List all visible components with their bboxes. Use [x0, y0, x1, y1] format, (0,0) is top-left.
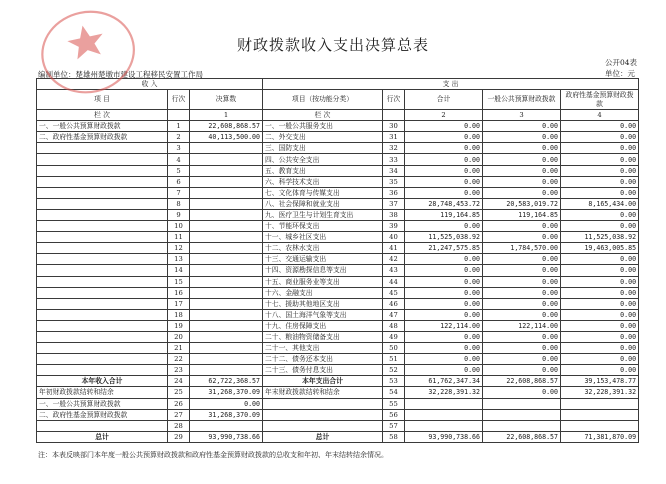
income-item-cell: [37, 154, 168, 165]
col-3-label: 3: [483, 110, 561, 121]
fund-budget-cell: 0.00: [561, 298, 639, 309]
report-table: [36, 78, 639, 443]
total-cell: 28,748,453.72: [405, 198, 483, 209]
fund-budget-cell: [561, 398, 639, 409]
expense-item-cell: 十、节能环保支出: [263, 221, 383, 232]
general-budget-cell: [483, 409, 561, 420]
expense-line-cell: 41: [383, 243, 405, 254]
total-cell: 0.00: [405, 343, 483, 354]
expense-item-cell: 总计: [263, 431, 383, 442]
income-amount-cell: [190, 221, 263, 232]
income-item-cell: [37, 143, 168, 154]
income-item-cell: [37, 298, 168, 309]
expense-line-cell: 49: [383, 331, 405, 342]
table-row: [37, 431, 639, 442]
table-row: [37, 387, 639, 398]
expense-item-cell: 十三、交通运输支出: [263, 254, 383, 265]
expense-line-cell: 51: [383, 354, 405, 365]
fund-budget-cell: 0.00: [561, 276, 639, 287]
table-row: [37, 331, 639, 342]
expense-line-cell: 43: [383, 265, 405, 276]
income-amount-cell: 31,268,370.09: [190, 387, 263, 398]
table-row: [37, 143, 639, 154]
expense-line-cell: 53: [383, 376, 405, 387]
expense-item-cell: 六、科学技术支出: [263, 176, 383, 187]
expense-line-cell: 54: [383, 387, 405, 398]
expense-line-cell: 31: [383, 132, 405, 143]
income-item-cell: 总计: [37, 431, 168, 442]
expense-item-cell: 二、外交支出: [263, 132, 383, 143]
total-cell: 0.00: [405, 265, 483, 276]
expense-line-cell: 47: [383, 309, 405, 320]
income-line-cell: 1: [168, 121, 190, 132]
expense-line-cell: 52: [383, 365, 405, 376]
expense-item-cell: 一、一般公共服务支出: [263, 121, 383, 132]
fund-budget-cell: 19,463,005.85: [561, 243, 639, 254]
income-amount-cell: [190, 232, 263, 243]
general-budget-cell: 22,608,868.57: [483, 376, 561, 387]
income-amount-cell: [190, 254, 263, 265]
income-line-cell: 6: [168, 176, 190, 187]
general-budget-cell: 0.00: [483, 254, 561, 265]
expense-line-cell: 42: [383, 254, 405, 265]
income-amount-cell: [190, 343, 263, 354]
income-amount-cell: 93,990,738.66: [190, 431, 263, 442]
income-line-cell: 25: [168, 387, 190, 398]
table-row: [37, 232, 639, 243]
general-budget-cell: [483, 398, 561, 409]
fund-budget-cell: 0.00: [561, 143, 639, 154]
general-budget-cell: 20,583,019.72: [483, 198, 561, 209]
income-item-cell: [37, 176, 168, 187]
total-cell: 0.00: [405, 354, 483, 365]
footnote: 注：本表反映部门本年度一般公共预算财政拨款和政府性基金预算财政拨款的总收支和年初、年末结转结余情况。: [38, 451, 388, 459]
total-cell: 0.00: [405, 143, 483, 154]
income-amount-cell: [190, 354, 263, 365]
total-cell: 0.00: [405, 254, 483, 265]
fund-budget-cell: 39,153,478.77: [561, 376, 639, 387]
table-row: [37, 154, 639, 165]
income-item-cell: [37, 276, 168, 287]
general-budget-cell: 0.00: [483, 298, 561, 309]
report-title: 财政拨款收入支出决算总表: [236, 36, 429, 54]
income-amount-cell: [190, 187, 263, 198]
table-row: [37, 221, 639, 232]
general-budget-header: 一般公共预算财政拨款: [483, 90, 561, 110]
expense-line-cell: 50: [383, 343, 405, 354]
income-line-cell: 10: [168, 221, 190, 232]
expense-item-cell: 十四、资源勘探信息等支出: [263, 265, 383, 276]
income-item-cell: [37, 165, 168, 176]
income-item-cell: [37, 254, 168, 265]
table-row: [37, 420, 639, 431]
fund-budget-cell: 0.00: [561, 154, 639, 165]
income-item-cell: [37, 354, 168, 365]
income-amount-cell: [190, 287, 263, 298]
expense-item-cell: 二十三、债务付息支出: [263, 365, 383, 376]
total-cell: 0.00: [405, 221, 483, 232]
fund-budget-cell: 71,381,870.09: [561, 431, 639, 442]
income-amount-cell: [190, 298, 263, 309]
table-row: [37, 254, 639, 265]
general-budget-cell: 22,608,868.57: [483, 431, 561, 442]
fund-budget-cell: 11,525,038.92: [561, 232, 639, 243]
table-row: [37, 376, 639, 387]
table-row: [37, 187, 639, 198]
table-row: [37, 365, 639, 376]
table-row: [37, 243, 639, 254]
total-cell: 93,990,738.66: [405, 431, 483, 442]
income-line-cell: 8: [168, 198, 190, 209]
income-item-cell: 二、政府性基金预算财政拨款: [37, 409, 168, 420]
income-line-cell: 19: [168, 320, 190, 331]
expense-line-cell: 46: [383, 298, 405, 309]
income-line-cell: 3: [168, 143, 190, 154]
table-row: [37, 132, 639, 143]
table-row: [37, 165, 639, 176]
expense-item-cell: [263, 420, 383, 431]
fund-budget-cell: [561, 420, 639, 431]
income-amount-cell: 31,268,370.09: [190, 409, 263, 420]
expense-line-cell: 56: [383, 409, 405, 420]
total-cell: 0.00: [405, 154, 483, 165]
income-line-cell: 13: [168, 254, 190, 265]
general-budget-cell: 0.00: [483, 154, 561, 165]
table-row: [37, 198, 639, 209]
income-line-cell: 11: [168, 232, 190, 243]
expense-item-cell: 九、医疗卫生与计划生育支出: [263, 209, 383, 220]
income-line-cell: 12: [168, 243, 190, 254]
general-budget-cell: 0.00: [483, 287, 561, 298]
total-cell: 0.00: [405, 365, 483, 376]
fund-budget-cell: 0.00: [561, 221, 639, 232]
total-cell: [405, 409, 483, 420]
expense-item-cell: 十二、农林水支出: [263, 243, 383, 254]
total-cell: 0.00: [405, 121, 483, 132]
general-budget-cell: [483, 420, 561, 431]
fund-budget-cell: 8,165,434.00: [561, 198, 639, 209]
total-cell: 21,247,575.85: [405, 243, 483, 254]
general-budget-cell: 0.00: [483, 121, 561, 132]
income-line-cell: 18: [168, 309, 190, 320]
income-item-cell: [37, 221, 168, 232]
general-budget-cell: 0.00: [483, 143, 561, 154]
total-cell: 0.00: [405, 287, 483, 298]
expense-column-label: 栏 次: [263, 110, 383, 121]
expense-item-cell: 二十二、债务还本支出: [263, 354, 383, 365]
table-row: [37, 298, 639, 309]
general-budget-cell: 0.00: [483, 232, 561, 243]
income-item-header: 项 目: [37, 90, 168, 110]
expense-line-cell: 58: [383, 431, 405, 442]
total-cell: 0.00: [405, 309, 483, 320]
income-line-cell: 29: [168, 431, 190, 442]
total-cell: 0.00: [405, 187, 483, 198]
expense-item-cell: 二十一、其他支出: [263, 343, 383, 354]
expense-line-cell: 35: [383, 176, 405, 187]
income-amount-cell: [190, 320, 263, 331]
expense-line-cell: 45: [383, 287, 405, 298]
total-cell: [405, 398, 483, 409]
income-item-cell: [37, 232, 168, 243]
general-budget-cell: 0.00: [483, 354, 561, 365]
income-line-header: 行次: [168, 90, 190, 110]
income-line-cell: 28: [168, 420, 190, 431]
fund-budget-cell: 0.00: [561, 176, 639, 187]
fund-budget-cell: 0.00: [561, 254, 639, 265]
expense-line-cell: 34: [383, 165, 405, 176]
income-line-cell: 2: [168, 132, 190, 143]
table-row: [37, 176, 639, 187]
general-budget-cell: 0.00: [483, 187, 561, 198]
form-code: 公开04表: [605, 58, 638, 67]
expense-item-cell: 三、国防支出: [263, 143, 383, 154]
total-header: 合计: [405, 90, 483, 110]
income-amount-cell: 22,608,868.57: [190, 121, 263, 132]
income-item-cell: 一、一般公共预算财政拨款: [37, 398, 168, 409]
expense-item-cell: 十五、商业服务业等支出: [263, 276, 383, 287]
expense-line-cell: 36: [383, 187, 405, 198]
income-column-label: 栏 次: [37, 110, 168, 121]
expense-line-cell: 40: [383, 232, 405, 243]
general-budget-cell: 0.00: [483, 387, 561, 398]
income-item-cell: 本年收入合计: [37, 376, 168, 387]
col-1-label: 1: [190, 110, 263, 121]
fund-budget-cell: 0.00: [561, 209, 639, 220]
table-row: [37, 354, 639, 365]
general-budget-cell: 0.00: [483, 309, 561, 320]
total-cell: 122,114.00: [405, 320, 483, 331]
income-line-cell: 9: [168, 209, 190, 220]
income-amount-cell: [190, 276, 263, 287]
table-row: [37, 343, 639, 354]
expense-item-cell: 十九、住房保障支出: [263, 320, 383, 331]
income-line-cell: 7: [168, 187, 190, 198]
table-row: [37, 287, 639, 298]
expense-line-cell: 32: [383, 143, 405, 154]
expense-line-cell: 38: [383, 209, 405, 220]
income-item-cell: 二、政府性基金预算财政拨款: [37, 132, 168, 143]
income-amount-cell: [190, 243, 263, 254]
general-budget-cell: 0.00: [483, 331, 561, 342]
general-budget-cell: 0.00: [483, 365, 561, 376]
income-amount-header: 决算数: [190, 90, 263, 110]
total-cell: 119,164.85: [405, 209, 483, 220]
general-budget-cell: 122,114.00: [483, 320, 561, 331]
total-cell: 0.00: [405, 165, 483, 176]
table-row: [37, 409, 639, 420]
table-row: [37, 320, 639, 331]
total-cell: 61,762,347.34: [405, 376, 483, 387]
income-line-cell: 14: [168, 265, 190, 276]
expense-item-cell: 八、社会保障和就业支出: [263, 198, 383, 209]
total-cell: 0.00: [405, 132, 483, 143]
income-line-cell: 4: [168, 154, 190, 165]
general-budget-cell: 119,164.85: [483, 209, 561, 220]
income-amount-cell: [190, 143, 263, 154]
expense-item-cell: [263, 398, 383, 409]
expense-line-cell: 44: [383, 276, 405, 287]
income-item-cell: [37, 187, 168, 198]
general-budget-cell: 0.00: [483, 176, 561, 187]
income-item-cell: [37, 287, 168, 298]
expense-line-cell: 55: [383, 398, 405, 409]
total-cell: 0.00: [405, 298, 483, 309]
general-budget-cell: 0.00: [483, 276, 561, 287]
income-item-cell: 年初财政拨款结转和结余: [37, 387, 168, 398]
expense-line-header: 行次: [383, 90, 405, 110]
income-item-cell: [37, 320, 168, 331]
expense-item-header: 项目（按功能分类）: [263, 90, 383, 110]
expense-line-cell: 57: [383, 420, 405, 431]
fund-budget-cell: 32,228,391.32: [561, 387, 639, 398]
total-cell: [405, 420, 483, 431]
income-item-cell: [37, 198, 168, 209]
fund-budget-cell: 0.00: [561, 287, 639, 298]
expense-line-cell: 30: [383, 121, 405, 132]
general-budget-cell: 0.00: [483, 165, 561, 176]
income-line-cell: 15: [168, 276, 190, 287]
table-row: [37, 265, 639, 276]
fund-budget-cell: 0.00: [561, 320, 639, 331]
expense-item-cell: 七、文化体育与传媒支出: [263, 187, 383, 198]
general-budget-cell: 0.00: [483, 132, 561, 143]
income-amount-cell: 62,722,368.57: [190, 376, 263, 387]
fund-budget-cell: 0.00: [561, 165, 639, 176]
income-item-cell: [37, 343, 168, 354]
table-row: [37, 276, 639, 287]
unit-label: 单位：元: [605, 69, 635, 78]
fund-budget-cell: 0.00: [561, 265, 639, 276]
income-amount-cell: [190, 309, 263, 320]
expense-item-cell: 十一、城乡社区支出: [263, 232, 383, 243]
income-line-cell: 22: [168, 354, 190, 365]
expense-item-cell: 本年支出合计: [263, 376, 383, 387]
table-row: [37, 121, 639, 132]
fund-budget-cell: 0.00: [561, 343, 639, 354]
total-cell: 0.00: [405, 176, 483, 187]
col-2-label: 2: [405, 110, 483, 121]
income-line-cell: 23: [168, 365, 190, 376]
income-amount-cell: [190, 209, 263, 220]
income-line-cell: 27: [168, 409, 190, 420]
fund-budget-header: 政府性基金预算财政拨款: [561, 90, 639, 110]
expense-line-cell: 37: [383, 198, 405, 209]
income-line-cell: 21: [168, 343, 190, 354]
income-group-header: 收 入: [37, 79, 263, 90]
fund-budget-cell: 0.00: [561, 354, 639, 365]
income-line-cell: 24: [168, 376, 190, 387]
income-item-cell: [37, 243, 168, 254]
income-amount-cell: 40,113,500.00: [190, 132, 263, 143]
expense-item-cell: [263, 409, 383, 420]
income-line-cell: 5: [168, 165, 190, 176]
table-row: [37, 398, 639, 409]
income-item-cell: [37, 331, 168, 342]
income-amount-cell: [190, 154, 263, 165]
income-amount-cell: [190, 365, 263, 376]
total-cell: 0.00: [405, 331, 483, 342]
fund-budget-cell: 0.00: [561, 365, 639, 376]
expense-item-cell: 年末财政拨款结转和结余: [263, 387, 383, 398]
income-amount-cell: 0.00: [190, 398, 263, 409]
expense-item-cell: 五、教育支出: [263, 165, 383, 176]
income-item-cell: [37, 420, 168, 431]
general-budget-cell: 0.00: [483, 265, 561, 276]
income-line-cell: 16: [168, 287, 190, 298]
income-amount-cell: [190, 198, 263, 209]
income-item-cell: 一、一般公共预算财政拨款: [37, 121, 168, 132]
expense-item-cell: 四、公共安全支出: [263, 154, 383, 165]
income-amount-cell: [190, 265, 263, 276]
org-label: 编制单位：楚雄州楚墩市建设工程移民安置工作局: [38, 70, 203, 79]
income-amount-cell: [190, 165, 263, 176]
fund-budget-cell: 0.00: [561, 132, 639, 143]
income-line-cell: 26: [168, 398, 190, 409]
total-cell: 11,525,038.92: [405, 232, 483, 243]
fund-budget-cell: 0.00: [561, 187, 639, 198]
expense-group-header: 支 出: [263, 79, 639, 90]
fund-budget-cell: 0.00: [561, 121, 639, 132]
expense-line-cell: 33: [383, 154, 405, 165]
income-amount-cell: [190, 331, 263, 342]
expense-item-cell: 十八、国土海洋气象等支出: [263, 309, 383, 320]
income-amount-cell: [190, 176, 263, 187]
general-budget-cell: 1,784,570.00: [483, 243, 561, 254]
fund-budget-cell: 0.00: [561, 309, 639, 320]
general-budget-cell: 0.00: [483, 221, 561, 232]
income-line-cell: 17: [168, 298, 190, 309]
total-cell: 0.00: [405, 276, 483, 287]
col-4-label: 4: [561, 110, 639, 121]
total-cell: 32,228,391.32: [405, 387, 483, 398]
table-row: [37, 209, 639, 220]
expense-line-cell: 48: [383, 320, 405, 331]
income-item-cell: [37, 365, 168, 376]
income-item-cell: [37, 265, 168, 276]
income-item-cell: [37, 309, 168, 320]
general-budget-cell: 0.00: [483, 343, 561, 354]
fund-budget-cell: 0.00: [561, 331, 639, 342]
table-row: [37, 309, 639, 320]
expense-item-cell: 十六、金融支出: [263, 287, 383, 298]
income-amount-cell: [190, 420, 263, 431]
income-line-cell: 20: [168, 331, 190, 342]
fund-budget-cell: [561, 409, 639, 420]
expense-line-cell: 39: [383, 221, 405, 232]
expense-item-cell: 二十、粮油物资储备支出: [263, 331, 383, 342]
income-item-cell: [37, 209, 168, 220]
expense-item-cell: 十七、援助其他地区支出: [263, 298, 383, 309]
